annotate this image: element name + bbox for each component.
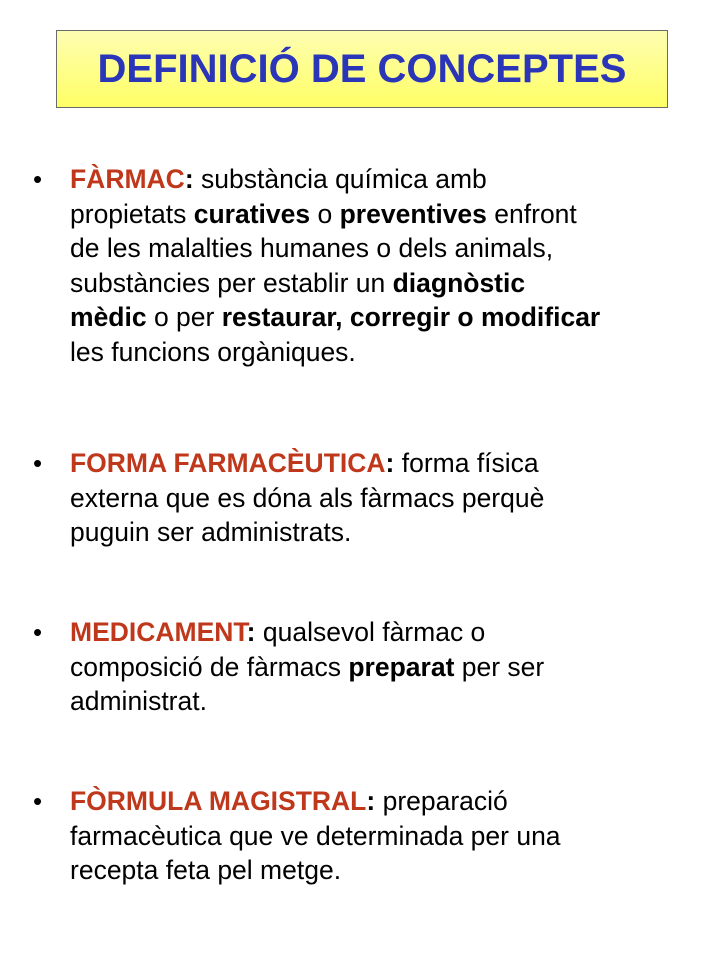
definition-line	[70, 819, 712, 854]
definition-text: o per	[146, 302, 222, 332]
definition-text: recepta feta pel metge.	[70, 855, 342, 885]
definition-emphasis: curatives	[193, 198, 311, 229]
term-colon: :	[366, 786, 376, 816]
definition-emphasis: preventives	[339, 198, 487, 229]
page-title: DEFINICIÓ DE CONCEPTES	[97, 46, 627, 91]
definition-text: enfront	[486, 198, 577, 229]
definition-emphasis: preparat	[348, 651, 455, 682]
term-colon: :	[246, 617, 256, 647]
definition-line	[70, 335, 712, 370]
definition-emphasis: restaurar, corregir o modificar	[221, 302, 601, 332]
term-label: FÀRMAC	[70, 164, 185, 194]
definition-text: de les malalties humanes o dels animals,	[70, 233, 554, 263]
definition-emphasis: mèdic	[70, 302, 147, 332]
definition-text: composició de fàrmacs	[70, 651, 349, 682]
bullet-icon: •	[33, 617, 43, 647]
definition-line	[70, 853, 712, 888]
bullet-icon: •	[33, 448, 43, 478]
definition-item-farmac	[33, 162, 712, 369]
definition-text: substància química amb	[201, 164, 487, 194]
definition-item-formula-magistral	[33, 784, 712, 888]
definition-line	[70, 197, 712, 232]
definition-text: puguin ser administrats.	[70, 517, 352, 547]
term-colon: :	[385, 448, 395, 478]
definition-text: propietats	[70, 198, 194, 229]
definition-line	[70, 446, 712, 481]
definition-text: farmacèutica que ve determinada per una	[70, 820, 561, 851]
term-label: FORMA FARMACÈUTICA	[70, 448, 386, 478]
definition-line	[70, 650, 712, 685]
definition-text: forma física	[401, 448, 539, 478]
definition-text: preparació	[382, 786, 508, 816]
term-colon: :	[184, 164, 194, 194]
definition-line	[70, 300, 712, 335]
definition-line	[70, 615, 712, 650]
definition-line	[70, 481, 712, 516]
definition-emphasis: diagnòstic	[392, 267, 526, 298]
definition-text: les funcions orgàniques.	[70, 336, 356, 367]
term-label: MEDICAMENT	[70, 617, 247, 647]
definition-text: per ser	[454, 651, 545, 682]
definition-line	[70, 231, 712, 266]
definition-line	[70, 784, 712, 819]
definition-item-forma-farmaceutica	[33, 446, 712, 550]
definition-line	[70, 684, 712, 719]
definition-text: substàncies per establir un	[70, 267, 393, 298]
definition-text: administrat.	[70, 686, 207, 716]
definition-item-medicament	[33, 615, 712, 719]
definition-text: externa que es dóna als fàrmacs perquè	[70, 482, 545, 513]
bullet-icon: •	[33, 164, 43, 194]
term-label: FÒRMULA MAGISTRAL	[70, 786, 367, 816]
definition-line	[70, 162, 712, 197]
definition-line	[70, 266, 712, 301]
bullet-icon: •	[33, 786, 43, 816]
definition-text: o	[310, 198, 340, 229]
definition-line	[70, 515, 712, 550]
definition-text: qualsevol fàrmac o	[262, 617, 486, 647]
